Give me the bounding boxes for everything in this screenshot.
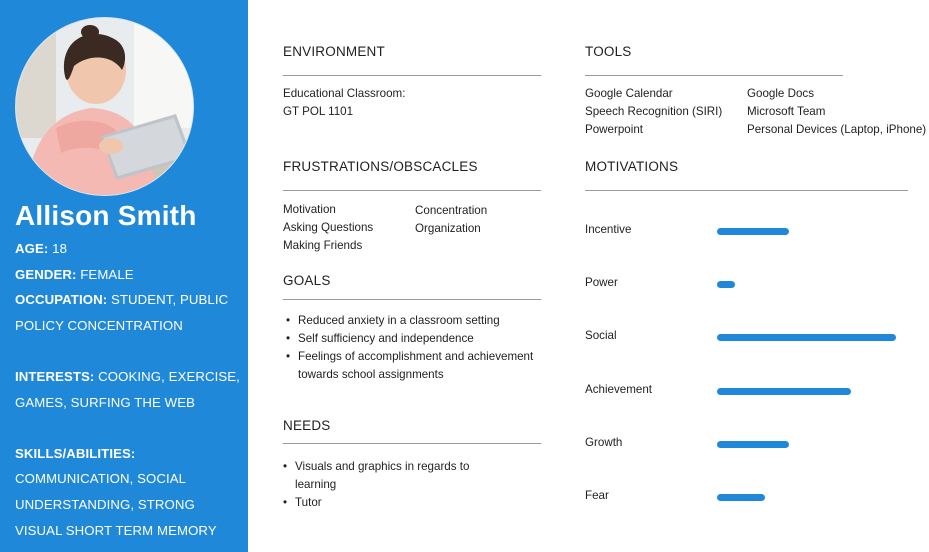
motivation-bar-incentive bbox=[717, 228, 789, 235]
age-value: 18 bbox=[52, 241, 68, 256]
interests-row-2: GAMES, SURFING THE WEB bbox=[15, 394, 196, 410]
tools-column-1 bbox=[585, 85, 722, 139]
motivations-divider bbox=[585, 190, 908, 191]
tool-item: Google Docs bbox=[747, 87, 815, 100]
profile-sidebar bbox=[0, 0, 248, 552]
skills-label: SKILLS/ABILITIES: bbox=[15, 445, 136, 461]
gender-row bbox=[15, 262, 243, 288]
environment-line: GT POL 1101 bbox=[283, 105, 354, 118]
gender-value: FEMALE bbox=[80, 266, 134, 282]
tool-item: Speech Recognition (SIRI) bbox=[585, 105, 723, 118]
frustration-item: Asking Questions bbox=[283, 221, 374, 234]
tool-item: Google Calendar bbox=[585, 87, 673, 100]
motivation-label-growth: Growth bbox=[585, 435, 623, 449]
need-item: • Tutor bbox=[280, 494, 475, 512]
gender-label: GENDER: bbox=[15, 266, 77, 282]
motivation-bar-power bbox=[717, 281, 735, 288]
motivation-label-incentive: Incentive bbox=[585, 223, 632, 236]
goals-list bbox=[283, 312, 541, 384]
motivation-bar-achievement bbox=[717, 388, 851, 395]
frustration-item: Making Friends bbox=[283, 239, 363, 252]
goals-divider bbox=[283, 299, 541, 300]
motivation-bar-growth bbox=[717, 441, 789, 448]
frustrations-column-1 bbox=[283, 201, 373, 255]
goal-item: • Reduced anxiety in a classroom setting bbox=[283, 312, 541, 330]
tools-column-2 bbox=[747, 85, 926, 139]
skill-line: UNDERSTANDING, STRONG bbox=[15, 496, 195, 512]
frustration-item: Concentration bbox=[415, 204, 488, 217]
tool-item: Powerpoint bbox=[585, 123, 644, 136]
motivation-label-social: Social bbox=[585, 329, 617, 343]
skills-label-row bbox=[15, 441, 243, 467]
environment-text bbox=[283, 85, 405, 121]
needs-list bbox=[280, 458, 475, 512]
skill-line: COMMUNICATION, SOCIAL bbox=[15, 471, 187, 487]
motivation-bar-fear bbox=[717, 494, 765, 501]
needs-divider bbox=[283, 443, 541, 444]
persona-name: Allison Smith bbox=[15, 200, 197, 231]
environment-line: Educational Classroom: bbox=[283, 87, 406, 100]
tools-heading: TOOLS bbox=[585, 44, 632, 59]
motivation-bar-social bbox=[717, 334, 896, 341]
occupation-label: OCCUPATION: bbox=[15, 292, 108, 308]
frustration-item: Organization bbox=[415, 222, 481, 235]
motivations-heading: MOTIVATIONS bbox=[585, 159, 679, 174]
tool-item: Personal Devices (Laptop, iPhone) bbox=[747, 123, 927, 136]
environment-heading: ENVIRONMENT bbox=[283, 44, 385, 59]
occupation-value: STUDENT, PUBLIC bbox=[110, 292, 229, 308]
needs-heading: NEEDS bbox=[283, 418, 331, 433]
goal-item: • Feelings of accomplishment and achievement towards school assignments bbox=[283, 348, 541, 384]
goal-item: • Self sufficiency and independence bbox=[283, 330, 541, 348]
age-label: AGE: bbox=[15, 241, 49, 256]
motivation-label-fear: Fear bbox=[585, 489, 609, 502]
tools-divider bbox=[585, 75, 843, 76]
environment-divider bbox=[283, 75, 541, 76]
interests-value: COOKING, EXERCISE, bbox=[98, 368, 240, 384]
goals-heading: GOALS bbox=[283, 273, 331, 288]
occupation-row-2: POLICY CONCENTRATION bbox=[15, 317, 183, 333]
age-row bbox=[15, 236, 243, 262]
tool-item: Microsoft Team bbox=[747, 105, 826, 118]
persona-details bbox=[15, 236, 243, 543]
skill-line: VISUAL SHORT TERM MEMORY bbox=[15, 522, 217, 538]
frustration-item: Motivation bbox=[283, 203, 336, 216]
motivation-label-power: Power bbox=[585, 276, 618, 290]
profile-photo bbox=[16, 18, 193, 195]
interests-label: INTERESTS: bbox=[15, 368, 95, 384]
need-item: • Visuals and graphics in regards to learning bbox=[280, 458, 475, 494]
avatar bbox=[15, 17, 194, 196]
frustrations-column-2 bbox=[415, 202, 487, 238]
interests-row bbox=[15, 364, 243, 390]
motivation-label-achievement: Achievement bbox=[585, 382, 653, 396]
frustrations-divider bbox=[283, 190, 541, 191]
frustrations-heading: FRUSTRATIONS/OBSCACLES bbox=[283, 159, 478, 174]
occupation-row bbox=[15, 287, 243, 313]
